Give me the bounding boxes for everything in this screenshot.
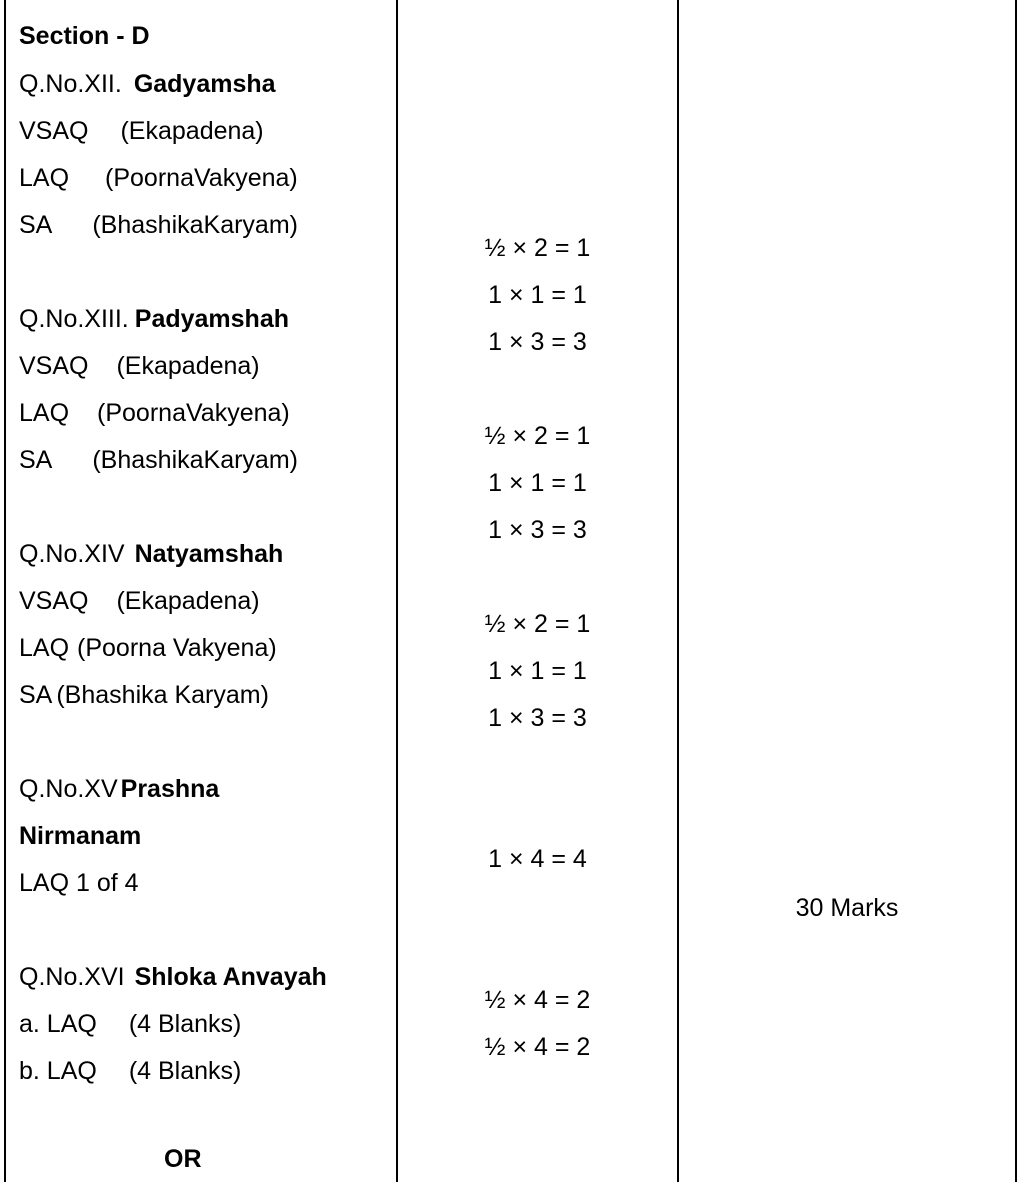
q13-item-type: LAQ (19, 399, 70, 427)
q16-marks-2: ½ × 4 = 2 (484, 1033, 591, 1061)
q14-marks-1: ½ × 2 = 1 (484, 610, 591, 638)
q12-item-type: VSAQ (19, 117, 89, 145)
q12-title: Gadyamsha (133, 70, 276, 98)
q14-item-desc: (Bhashika Karyam) (56, 681, 269, 709)
q15-heading (19, 774, 219, 804)
q16-marks-1: ½ × 4 = 2 (484, 986, 591, 1014)
total-marks: 30 Marks (795, 894, 899, 922)
q15-marks-1: 1 × 4 = 4 (488, 845, 587, 873)
q12-item-sa (19, 210, 298, 240)
q12-item-laq (19, 163, 298, 193)
q16-title: Shloka Anvayah (134, 963, 327, 991)
q15-label: Q.No.XV (19, 775, 118, 803)
q14-title: Natyamshah (134, 540, 284, 568)
q13-item-desc: (Ekapadena) (116, 352, 260, 380)
q12-item-desc: (Ekapadena) (120, 117, 264, 145)
q13-heading (19, 304, 289, 334)
q16-item-b (19, 1056, 241, 1086)
q13-item-laq (19, 398, 290, 428)
q14-item-type: VSAQ (19, 587, 89, 615)
q12-marks-1: ½ × 2 = 1 (484, 234, 591, 262)
q14-item-desc: (Poorna Vakyena) (77, 634, 277, 662)
q12-item-desc: (PoornaVakyena) (105, 164, 298, 192)
q14-marks-3: 1 × 3 = 3 (488, 704, 587, 732)
q13-marks-1: ½ × 2 = 1 (484, 422, 591, 450)
q12-label: Q.No.XII. (19, 70, 122, 98)
q14-item-type: SA (19, 681, 53, 709)
q13-title: Padyamshah (134, 305, 290, 333)
q16-label: Q.No.XVI (19, 963, 125, 991)
q16-item-type: a. LAQ (19, 1010, 97, 1038)
q12-item-desc: (BhashikaKaryam) (92, 211, 298, 239)
q16-item-type: b. LAQ (19, 1057, 97, 1085)
q13-item-vsaq (19, 351, 260, 381)
q12-item-type: LAQ (19, 164, 70, 192)
q16-item-a (19, 1009, 241, 1039)
q13-item-sa (19, 445, 298, 475)
q15-title-line2: Nirmanam (19, 822, 142, 850)
q14-item-sa (19, 680, 269, 710)
q14-item-laq (19, 633, 277, 663)
q12-item-type: SA (19, 211, 53, 239)
q13-item-type: VSAQ (19, 352, 89, 380)
section-title: Section - D (19, 22, 150, 50)
q15-title-line1: Prashna (120, 775, 220, 803)
or-label: OR (164, 1145, 202, 1173)
q12-marks-3: 1 × 3 = 3 (488, 328, 587, 356)
q14-item-desc: (Ekapadena) (116, 587, 260, 615)
q13-marks-2: 1 × 1 = 1 (488, 469, 587, 497)
q16-heading (19, 962, 327, 992)
q13-marks-3: 1 × 3 = 3 (488, 516, 587, 544)
q16-item-desc: (4 Blanks) (128, 1057, 242, 1085)
q13-label: Q.No.XIII. (19, 305, 129, 333)
total-marks-column (677, 0, 1017, 1182)
q14-item-type: LAQ (19, 634, 70, 662)
q12-marks-2: 1 × 1 = 1 (488, 281, 587, 309)
q13-item-desc: (BhashikaKaryam) (92, 446, 298, 474)
q13-item-type: SA (19, 446, 53, 474)
q15-item: LAQ 1 of 4 (19, 869, 139, 897)
q16-item-desc: (4 Blanks) (128, 1010, 242, 1038)
q12-heading (19, 69, 276, 99)
q14-label: Q.No.XIV (19, 540, 125, 568)
q14-item-vsaq (19, 586, 260, 616)
q12-item-vsaq (19, 116, 264, 146)
q14-heading (19, 539, 283, 569)
q13-item-desc: (PoornaVakyena) (97, 399, 290, 427)
q14-marks-2: 1 × 1 = 1 (488, 657, 587, 685)
